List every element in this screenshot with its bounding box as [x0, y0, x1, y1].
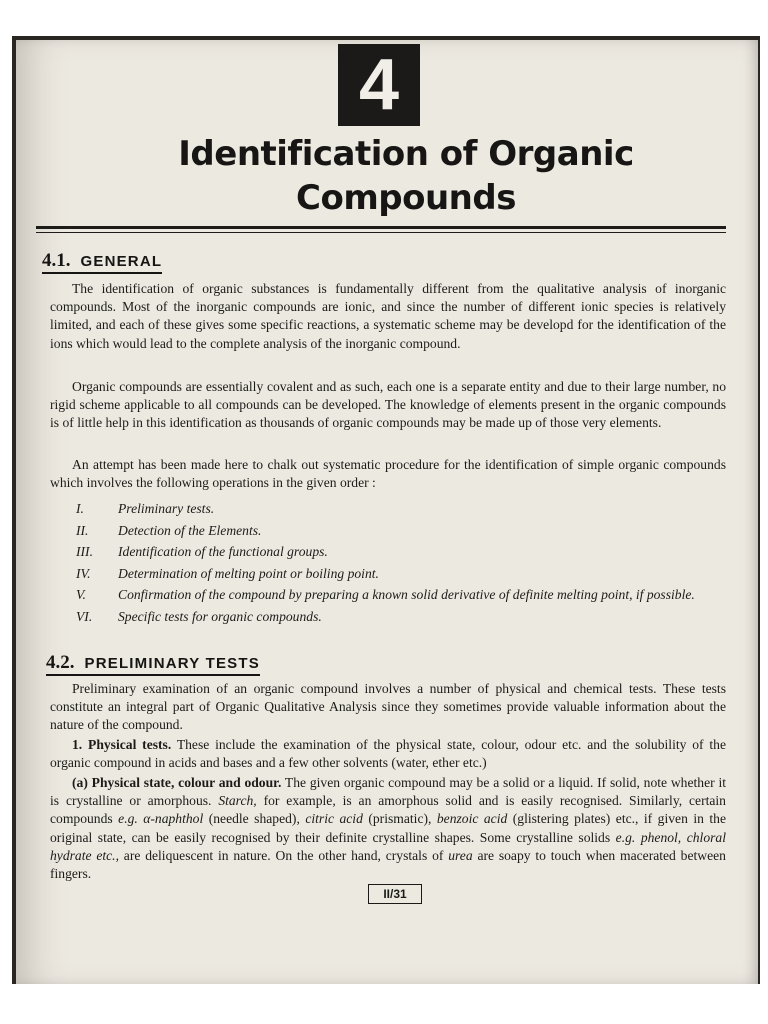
paragraph-inorganic-analysis: The identification of organic substances is fundamentally different from the qualitative analysis of inorganic compounds. Most of the inorganic compounds are ionic, and since the number of different ionic species is relatively limited, and each of these gives some specific reactions, a systematic scheme may be developd for the identification of the ions which would lead to the complete analysis of the inorganic compound.	[50, 281, 726, 351]
section-underline	[46, 674, 260, 676]
paragraph-organic-covalent: Organic compounds are essentially covalent and as such, each one is a separate entity and due to their large number, no rigid scheme applicable to all compounds can be developed. The knowledge of elements present in the organic compounds is of little help in this identification as thousands of organic compounds may be made up of those very elements.	[50, 379, 726, 431]
section-underline	[42, 272, 162, 274]
list-item: IV. Determination of melting point or boiling point.	[76, 565, 379, 581]
list-item: V. Confirmation of the compound by preparing a known solid derivative of definite melting point, if possible.	[76, 587, 695, 603]
paragraph-preliminary-examination: Preliminary examination of an organic compound involves a number of physical and chemical tests. These tests constitute an integral part of Organic Qualitative Analysis since they sometimes provide valuable information about the nature of the compound.	[50, 681, 726, 733]
section-title: GENERAL	[80, 253, 163, 270]
chapter-title	[86, 132, 726, 220]
page-bottom-margin	[0, 984, 768, 1024]
operations-list	[76, 498, 726, 628]
paragraph-physical-state: (a) Physical state, colour and odour. The given organic compound may be a solid or a liquid. If solid, note whether it is crystalline or amorphous. Starch, for example, is an amorphous solid and is easily recognised. Similarly, certain compounds e.g. α-naphthol (needle shaped), citric acid (prismatic), benzoic acid (glistering plates) etc., if given in the original state, can be easily recognised by their definite crystalline shapes. Some crystalline solids e.g. phenol, chloral hydrate etc., are deliquescent in nature. On the other hand, crystals of urea are soapy to touch when macerated between fingers.	[50, 775, 726, 882]
section-heading-preliminary	[46, 652, 260, 674]
list-item: VI. Specific tests for organic compounds.	[76, 608, 322, 624]
chapter-title-line-1: Identification of Organic	[178, 134, 634, 174]
chapter-title-line-2: Compounds	[296, 178, 516, 218]
section-number: 4.1.	[42, 250, 71, 271]
paragraph-systematic-procedure: An attempt has been made here to chalk out systematic procedure for the identification of simple organic compounds which involves the following operations in the given order :	[50, 457, 726, 491]
chapter-number: 4	[338, 44, 420, 126]
section-number: 4.2.	[46, 652, 75, 673]
title-rule-thick	[36, 226, 726, 229]
list-item: II. Detection of the Elements.	[76, 522, 262, 538]
list-item: I. Preliminary tests.	[76, 501, 215, 516]
section-title: PRELIMINARY TESTS	[84, 655, 260, 672]
book-page	[16, 40, 758, 984]
section-heading-general	[42, 250, 162, 272]
title-rule-thin	[36, 232, 726, 233]
list-item: III. Identification of the functional groups.	[76, 544, 328, 560]
page-number: II/31	[368, 884, 422, 904]
paragraph-physical-tests: 1. Physical tests. These include the examination of the physical state, colour, odour etc. and the solubility of the organic compound in acids and bases and a few other solvents (water, ether etc.)	[50, 737, 726, 771]
